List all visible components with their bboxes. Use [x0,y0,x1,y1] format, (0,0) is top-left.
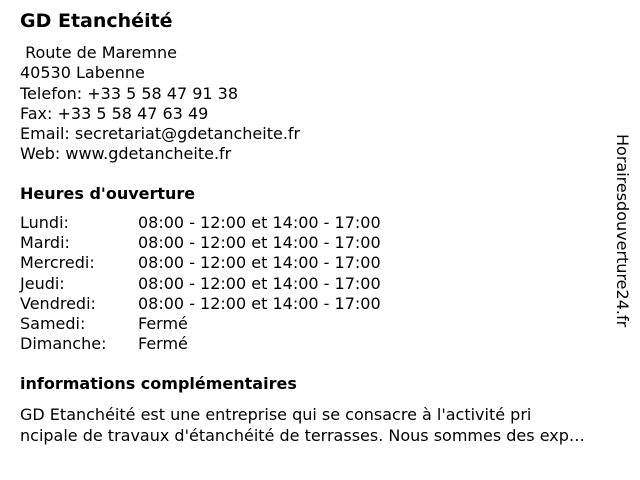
day-hours: Fermé [138,313,188,333]
day-label: Mercredi: [20,253,95,273]
opening-hours-list [20,213,381,354]
fax: Fax: +33 5 58 47 63 49 [20,103,209,123]
hours-row-saturday [20,314,381,334]
hours-row-friday [20,294,381,314]
contact-block [20,43,300,165]
day-label: Samedi: [20,313,86,333]
website: Web: www.gdetancheite.fr [20,144,232,164]
site-watermark: Horairesdouverture24.fr [613,134,632,328]
description-line: ncipale de travaux d'étanchéité de terrasses. Nous sommes des exp… [20,426,585,445]
day-hours: 08:00 - 12:00 et 14:00 - 17:00 [138,253,381,273]
hours-row-tuesday [20,233,381,253]
street-address: Route de Maremne [20,43,177,62]
business-name: GD Etanchéité [20,10,173,32]
hours-row-thursday [20,274,381,294]
phone: Telefon: +33 5 58 47 91 38 [20,83,239,103]
opening-hours-heading: Heures d'ouverture [20,184,196,203]
day-hours: 08:00 - 12:00 et 14:00 - 17:00 [138,213,381,232]
day-label: Jeudi: [20,273,65,293]
day-hours: Fermé [138,334,188,354]
hours-row-wednesday [20,253,381,273]
day-label: Lundi: [20,213,69,232]
description-line: GD Etanchéité est une entreprise qui se consacre à l'activité pri [20,405,532,424]
business-description [20,404,632,446]
day-hours: 08:00 - 12:00 et 14:00 - 17:00 [138,273,381,293]
day-hours: 08:00 - 12:00 et 14:00 - 17:00 [138,233,381,253]
day-label: Vendredi: [20,293,96,313]
day-label: Dimanche: [20,334,107,354]
email: Email: secretariat@gdetancheite.fr [20,124,301,144]
day-label: Mardi: [20,233,70,253]
hours-row-monday [20,213,381,233]
additional-info-heading: informations complémentaires [20,374,297,393]
day-hours: 08:00 - 12:00 et 14:00 - 17:00 [138,293,381,313]
hours-row-sunday [20,334,381,354]
postal-city: 40530 Labenne [20,63,145,83]
